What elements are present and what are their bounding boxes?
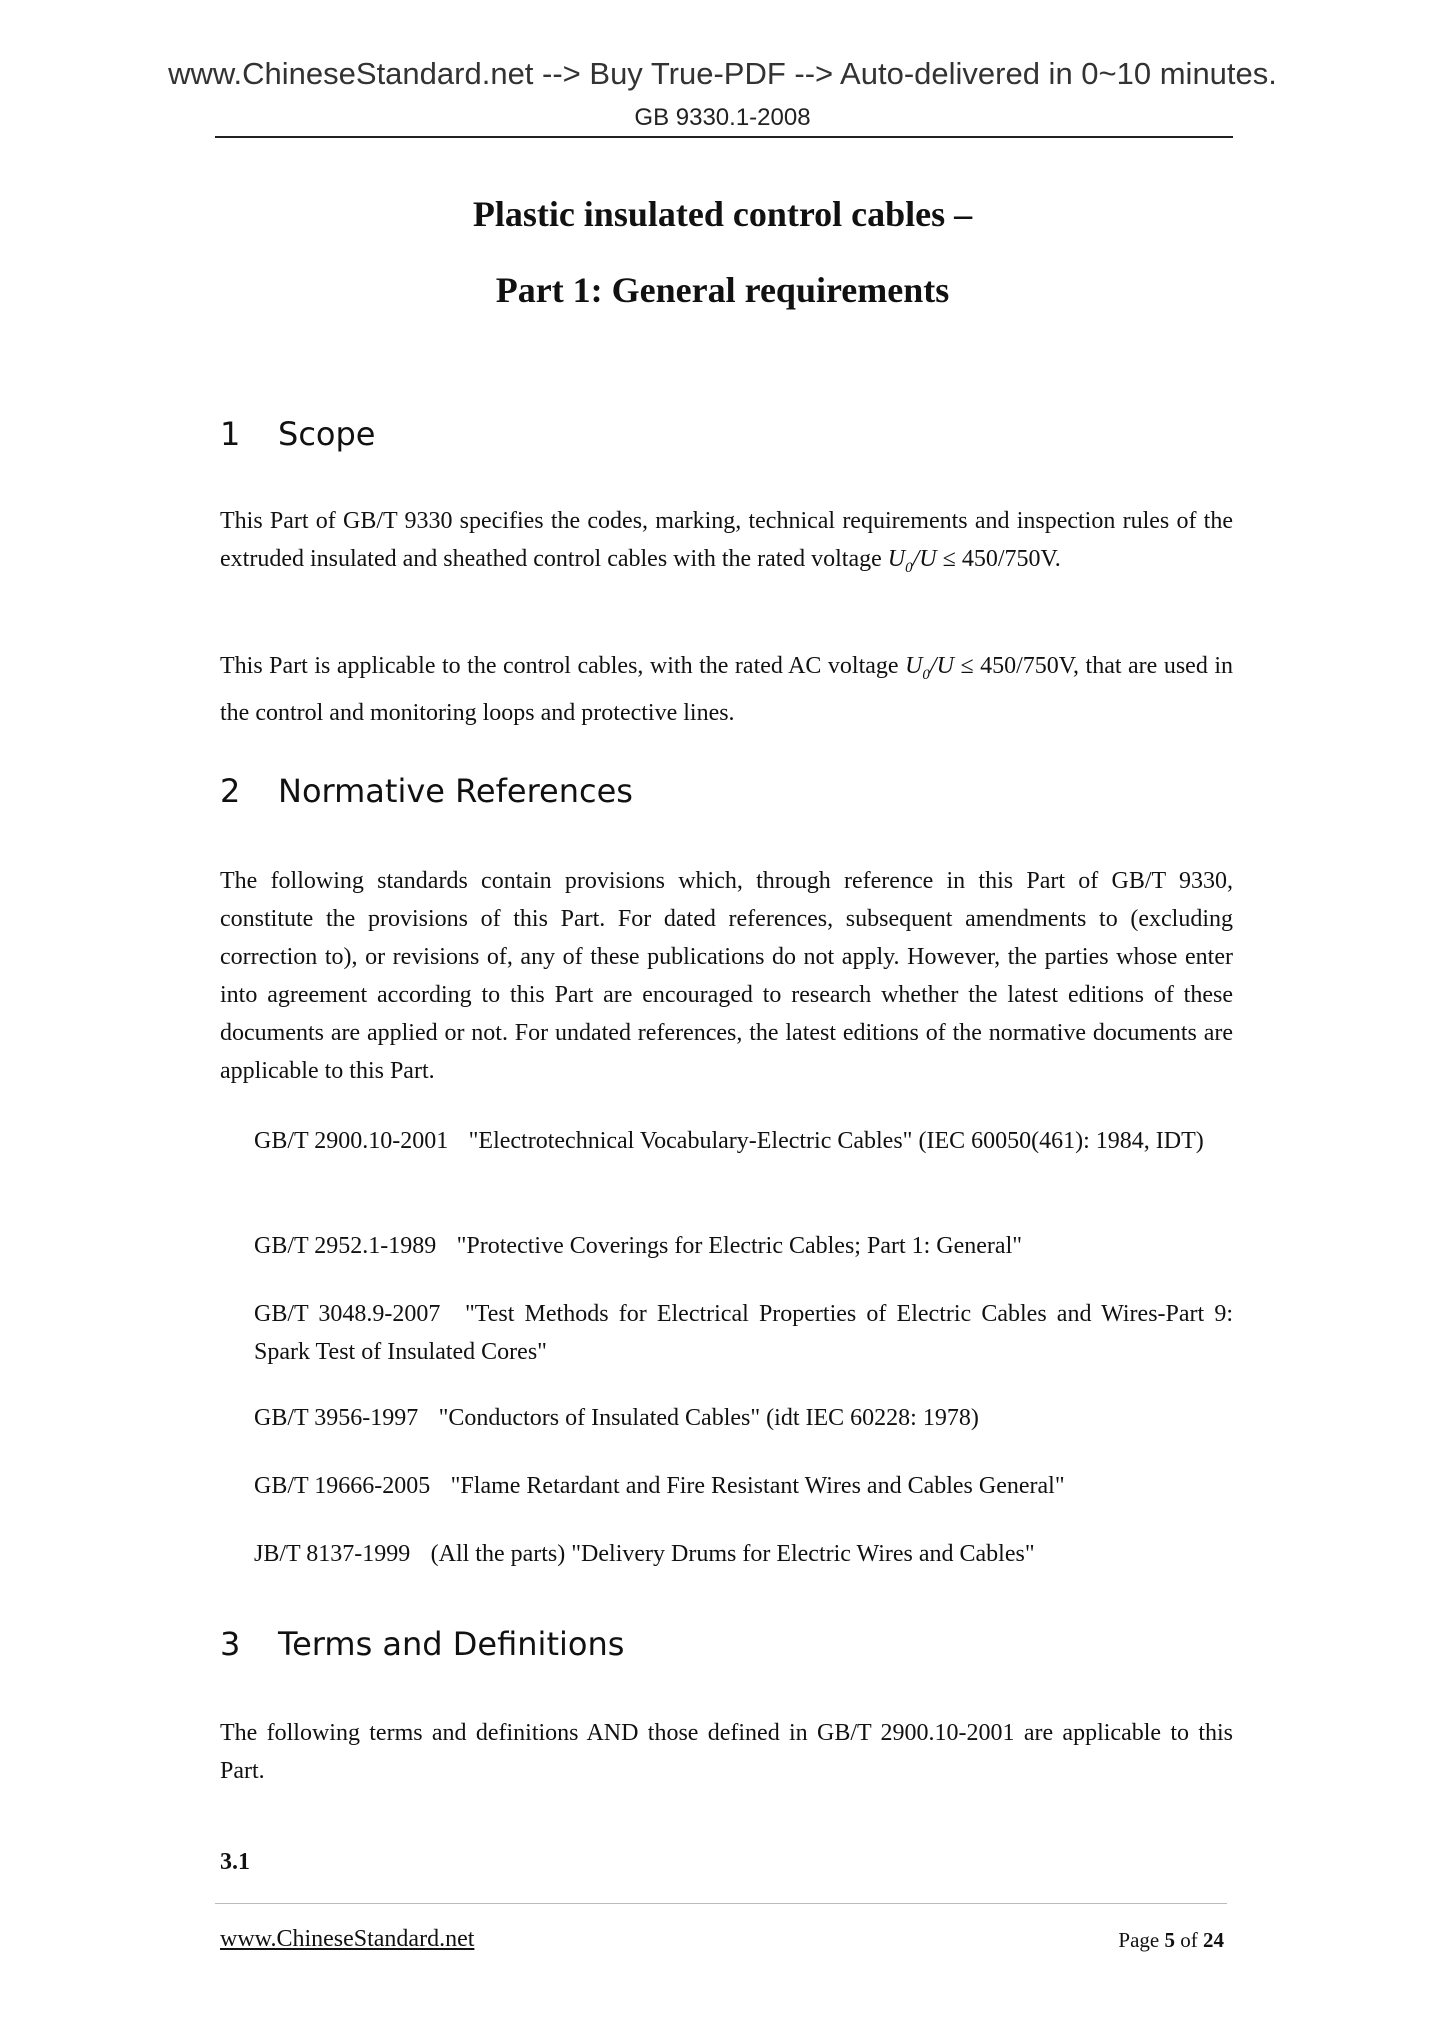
reference-item	[254, 1295, 1233, 1371]
reference-code: GB/T 3956-1997	[254, 1405, 419, 1431]
section-number: 1	[220, 415, 241, 453]
section-number: 2	[220, 772, 241, 810]
page-label: Page	[1118, 1928, 1160, 1952]
document-title-line-1: Plastic insulated control cables –	[472, 194, 973, 234]
section-title: Scope	[278, 415, 376, 453]
footer-website-link[interactable]: www.ChineseStandard.net	[220, 1926, 475, 1952]
section-2-heading	[220, 772, 633, 810]
reference-title: "Flame Retardant and Fire Resistant Wires and Cables General"	[450, 1473, 1065, 1499]
text-run: This Part of GB/T 9330 specifies the codes, marking, technical requirements and inspection rules of the extruded insulated and sheathed control cables with the rated voltage	[220, 508, 1233, 572]
total-pages: 24	[1203, 1928, 1224, 1952]
reference-code: GB/T 2900.10-2001	[254, 1128, 449, 1154]
current-page: 5	[1164, 1928, 1175, 1952]
normative-references-intro: The following standards contain provisions which, through reference in this Part of GB/T 9330, constitute the provisions of this Part. For dated references, subsequent amendments to (excluding correction to), or revisions of, any of these publications do not apply. However, the parties whose enter into agreement according to this Part are encouraged to research whether the latest editions of these documents are applied or not. For undated references, the latest editions of the normative documents are applicable to this Part.	[220, 868, 1233, 1084]
scope-paragraph-1	[220, 502, 1233, 587]
voltage-symbol: $U_0/U$	[905, 653, 954, 683]
footer-divider	[215, 1903, 1227, 1904]
section-3-heading	[220, 1625, 625, 1663]
reference-code: GB/T 2952.1-1989	[254, 1233, 437, 1259]
reference-code: GB/T 3048.9-2007	[254, 1301, 441, 1327]
reference-title: (All the parts) "Delivery Drums for Electric Wires and Cables"	[430, 1541, 1035, 1567]
scope-paragraph-2	[220, 647, 1233, 732]
section-title: Normative References	[278, 772, 633, 810]
terms-intro: The following terms and definitions AND those defined in GB/T 2900.10-2001 are applicable to this Part.	[220, 1720, 1233, 1784]
section-title: Terms and Definitions	[278, 1625, 625, 1663]
page-of-label: of	[1180, 1928, 1198, 1952]
download-banner: www.ChineseStandard.net --> Buy True-PDF --> Auto-delivered in 0~10 minutes.	[168, 56, 1277, 91]
reference-code: JB/T 8137-1999	[254, 1541, 411, 1567]
section-number: 3	[220, 1625, 241, 1663]
document-title-line-2: Part 1: General requirements	[495, 270, 950, 310]
reference-item	[254, 1467, 1233, 1505]
reference-item	[254, 1227, 1233, 1265]
page-number	[1118, 1930, 1224, 1951]
text-run: ≤ 450/750V, that are used in the control and monitoring loops and protective lines.	[220, 653, 1233, 726]
reference-title: "Protective Coverings for Electric Cables; Part 1: General"	[456, 1233, 1023, 1259]
reference-item	[254, 1535, 1233, 1573]
voltage-symbol: $U_0/U$	[887, 546, 937, 576]
reference-title: "Electrotechnical Vocabulary-Electric Cables" (IEC 60050(461): 1984, IDT)	[468, 1128, 1204, 1154]
reference-title: "Conductors of Insulated Cables" (idt IEC 60228: 1978)	[438, 1405, 979, 1431]
section-1-heading	[220, 415, 376, 453]
text-run: ≤ 450/750V.	[936, 546, 1061, 572]
subclause-number: 3.1	[220, 1849, 250, 1875]
reference-title: "Test Methods for Electrical Properties of Electric Cables and Wires-Part 9: Spark Test of Insulated Cores"	[254, 1301, 1234, 1365]
reference-item	[254, 1399, 1233, 1437]
standard-number-header: GB 9330.1-2008	[634, 104, 811, 131]
text-run: This Part is applicable to the control cables, with the rated AC voltage	[220, 653, 906, 679]
header-divider	[215, 136, 1233, 138]
reference-code: GB/T 19666-2005	[254, 1473, 431, 1499]
reference-item	[254, 1122, 1233, 1160]
